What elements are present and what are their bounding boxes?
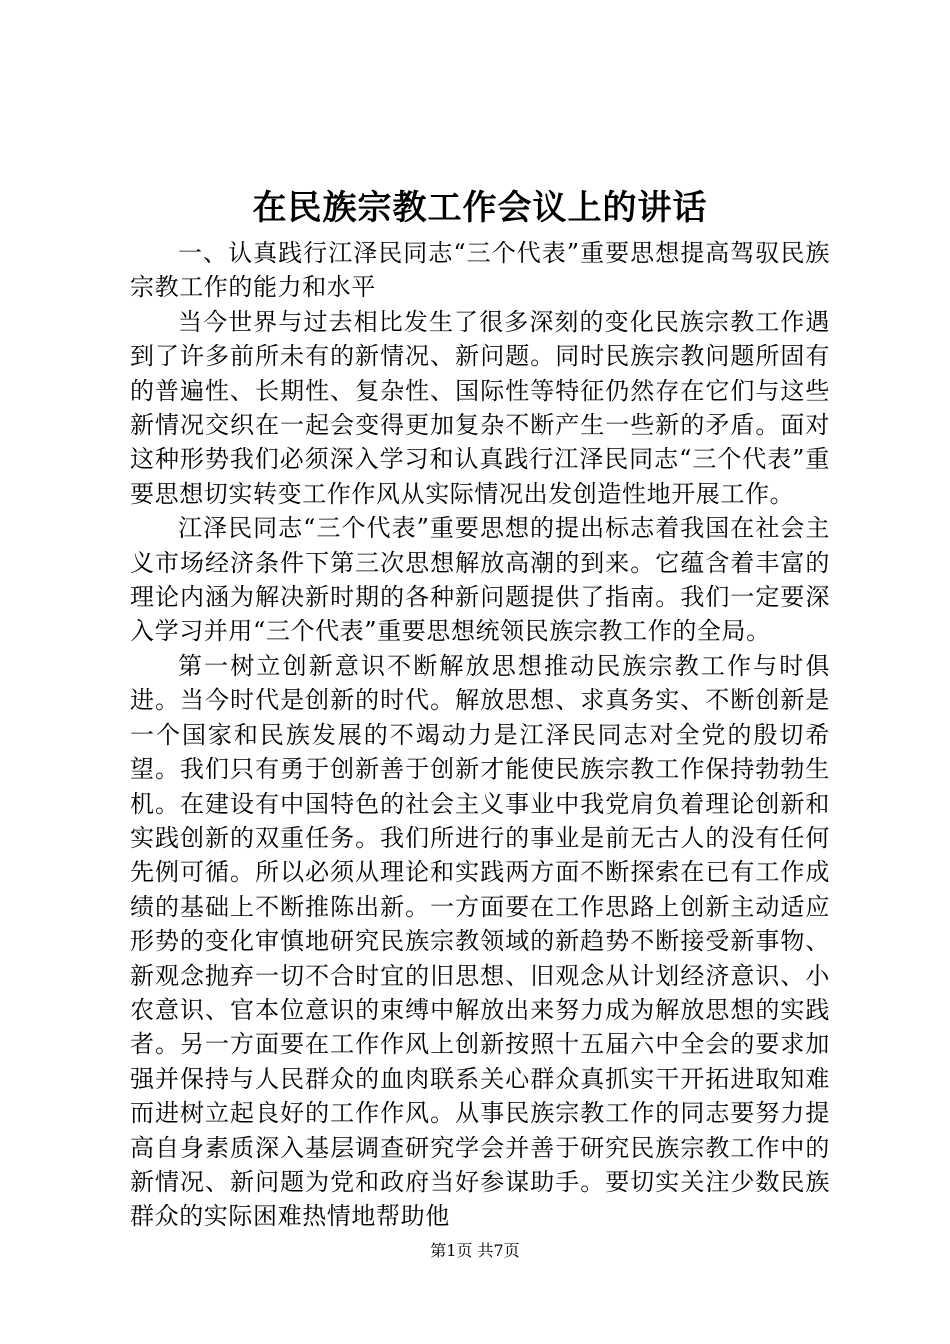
body-paragraph: 第一树立创新意识不断解放思想推动民族宗教工作与时俱进。当今时代是创新的时代。解放思想、求真务实、不断创新是一个国家和民族发展的不竭动力是江泽民同志对全党的殷切希望。我们只有勇于创新善于创新才能使民族宗教工作保持勃勃生机。在建设有中国特色的社会主义事业中我党肩负着理论创新和实践创新的双重任务。我们所进行的事业是前无古人的没有任何先例可循。所以必须从理论和实践两方面不断探索在已有工作成绩的基础上不断推陈出新。一方面要在工作思路上创新主动适应形势的变化审慎地研究民族宗教领域的新趋势不断接受新事物、新观念抛弃一切不合时宜的旧思想、旧观念从计划经济意识、小农意识、官本位意识的束缚中解放出来努力成为解放思想的实践者。另一方面要在工作作风上创新按照十五届六中全会的要求加强并保持与人民群众的血肉联系关心群众真抓实干开拓进取知难而进树立起良好的工作作风。从事民族宗教工作的同志要努力提高自身素质深入基层调查研究学会并善于研究民族宗教工作中的新情况、新问题为党和政府当好参谋助手。要切实关注少数民族群众的实际困难热情地帮助他: [130, 651, 830, 1231]
document-body: [130, 236, 830, 1234]
body-paragraph: 当今世界与过去相比发生了很多深刻的变化民族宗教工作遇到了许多前所未有的新情况、新问题。同时民族宗教问题所固有的普遍性、长期性、复杂性、国际性等特征仍然存在它们与这些新情况交织在一起会变得更加复杂不断产生一些新的矛盾。面对这种形势我们必须深入学习和认真践行江泽民同志“三个代表”重要思想切实转变工作作风从实际情况出发创造性地开展工作。: [130, 307, 830, 508]
body-paragraph: 江泽民同志“三个代表”重要思想的提出标志着我国在社会主义市场经济条件下第三次思想解放高潮的到来。它蕴含着丰富的理论内涵为解决新时期的各种新问题提供了指南。我们一定要深入学习并用“三个代表”重要思想统领民族宗教工作的全局。: [130, 514, 830, 646]
document-title: 在民族宗教工作会议上的讲话: [252, 188, 708, 228]
heading-paragraph: 一、认真践行江泽民同志“三个代表”重要思想提高驾驭民族宗教工作的能力和水平: [130, 239, 830, 302]
page-number-footer: 第1页 共7页: [430, 1241, 520, 1260]
